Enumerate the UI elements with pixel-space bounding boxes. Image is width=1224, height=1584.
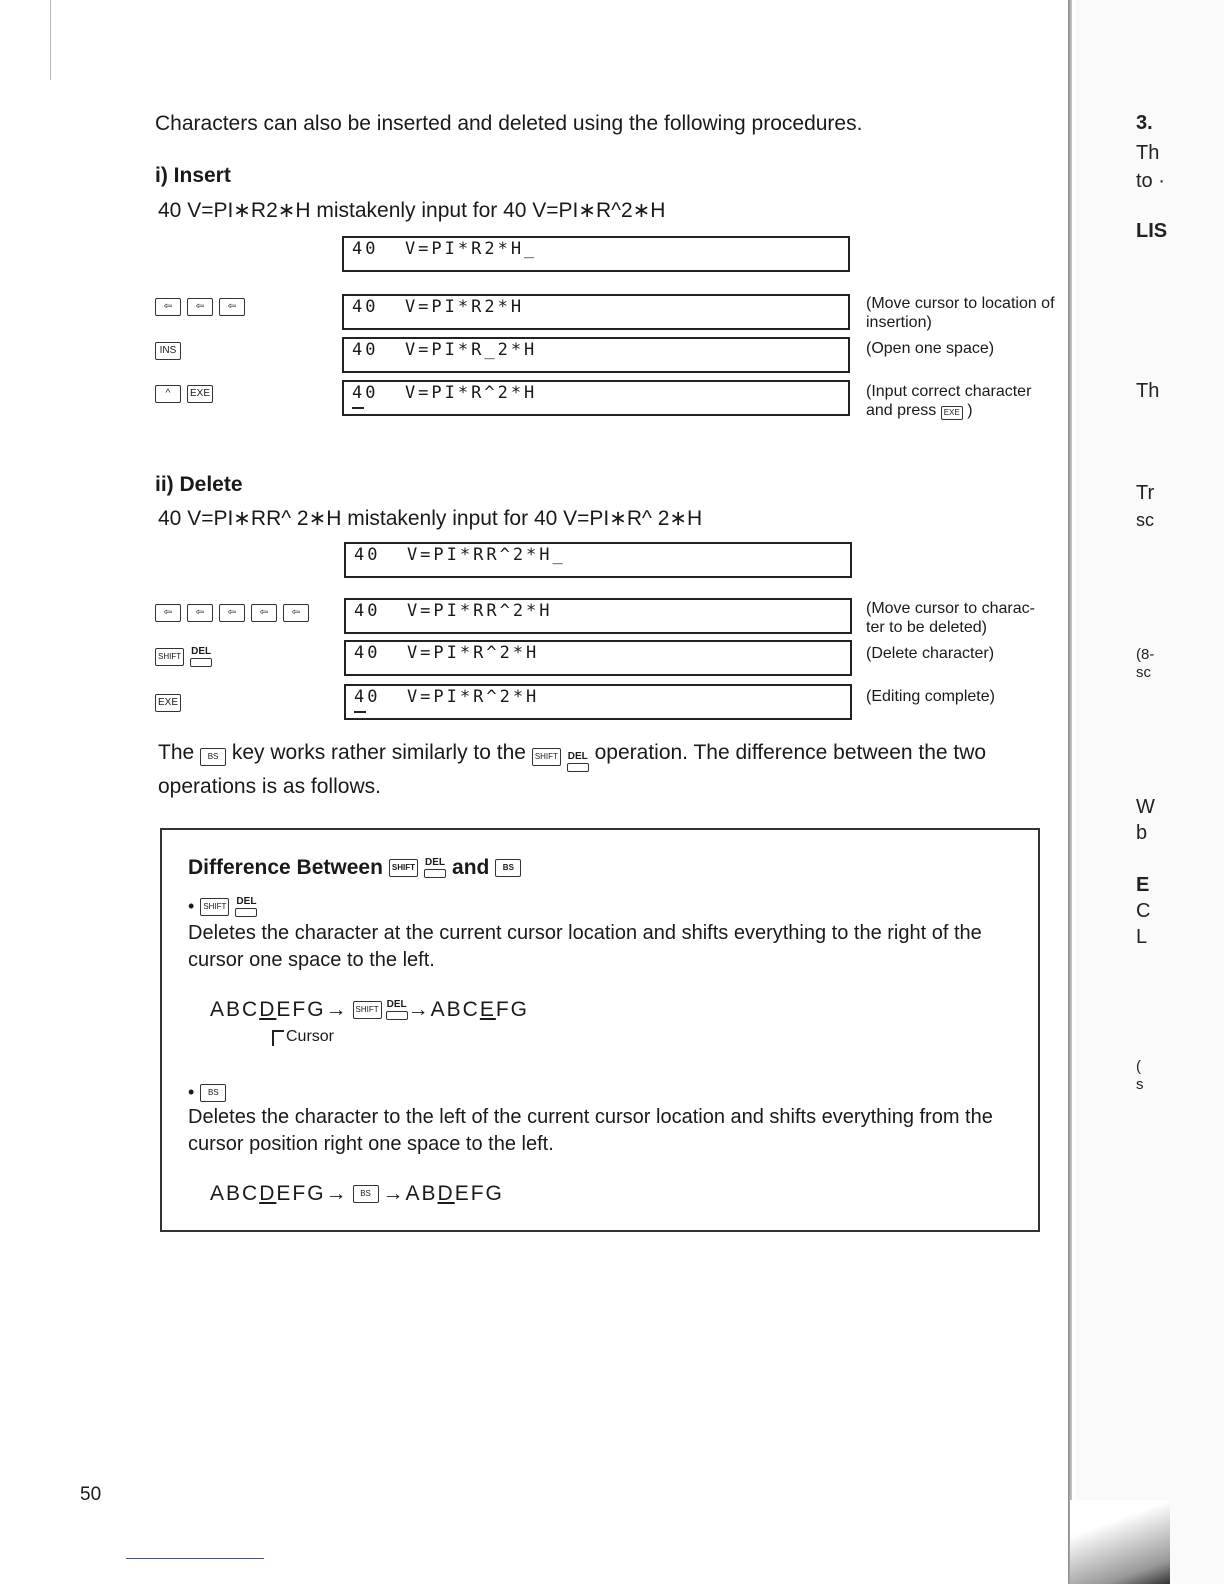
exe-key-icon: EXE bbox=[155, 694, 181, 712]
adjacent-text: to · bbox=[1136, 170, 1165, 192]
del-key-icon: DEL bbox=[190, 647, 212, 667]
adjacent-text: b bbox=[1136, 822, 1148, 844]
del-key-icon: DEL bbox=[567, 752, 589, 772]
lcd-screen-delete-3: 40 V=PI*R^2*H bbox=[344, 640, 852, 676]
shift-key-icon: SHIFT bbox=[532, 748, 561, 766]
adjacent-text: ( bbox=[1136, 1058, 1141, 1075]
lcd-screen-insert-2: 40 V=PI*R2*H bbox=[342, 294, 850, 330]
shift-del-description: Deletes the character at the current cursor location and shifts everything to the right of the cursor one space to the left. bbox=[188, 922, 982, 971]
bullet-bs: • BS bbox=[188, 1082, 226, 1103]
intro-text: Characters can also be inserted and deleted using the following procedures. bbox=[155, 112, 863, 135]
ins-key-icon: INS bbox=[155, 342, 181, 360]
delete-keys-exe bbox=[155, 694, 181, 712]
shift-key-icon: SHIFT bbox=[155, 648, 184, 666]
bs-comparison-paragraph: The BS key works rather similarly to the SHIFT DEL operation. The difference between the two operations is as follows. bbox=[158, 741, 987, 798]
bs-example: ABC D EFG→ BS →AB D EFG bbox=[210, 1182, 504, 1205]
shift-del-example: ABC D EFG→ SHIFT DEL →ABC E FG bbox=[210, 998, 530, 1021]
delete-note-3: (Editing complete) bbox=[866, 688, 995, 705]
adjacent-text: (8- bbox=[1136, 646, 1155, 663]
adjacent-text: sc bbox=[1136, 510, 1154, 530]
caret-key-icon: ^ bbox=[155, 385, 181, 403]
insert-keys-left bbox=[155, 298, 245, 316]
adjacent-text: sc bbox=[1136, 664, 1151, 681]
lcd-cursor bbox=[352, 407, 364, 409]
delete-keys-shift-del bbox=[155, 647, 212, 667]
difference-box bbox=[160, 828, 1040, 1232]
page-corner-shadow bbox=[1070, 1500, 1170, 1584]
lcd-screen-delete-2: 40 V=PI*RR^2*H bbox=[344, 598, 852, 634]
adjacent-text: Tr bbox=[1136, 482, 1155, 504]
shift-key-icon: SHIFT bbox=[353, 1001, 382, 1019]
cursor-label: Cursor bbox=[272, 1028, 334, 1046]
left-arrow-key-icon: ⇦ bbox=[187, 298, 213, 316]
left-arrow-key-icon: ⇦ bbox=[283, 604, 309, 622]
left-arrow-key-icon: ⇦ bbox=[219, 298, 245, 316]
difference-heading: Difference Between SHIFT DEL and BS bbox=[188, 856, 521, 880]
insert-keys-caret-exe bbox=[155, 385, 213, 403]
insert-note-2: (Open one space) bbox=[866, 340, 995, 357]
del-key-icon: DEL bbox=[424, 858, 446, 878]
bullet-shift-del: • SHIFT DEL bbox=[188, 895, 257, 916]
shift-key-icon: SHIFT bbox=[200, 898, 229, 916]
left-arrow-key-icon: ⇦ bbox=[251, 604, 277, 622]
adjacent-text: Th bbox=[1136, 380, 1160, 402]
insert-note-3-close: ) bbox=[967, 402, 973, 419]
adjacent-text: s bbox=[1136, 1076, 1144, 1093]
left-arrow-key-icon: ⇦ bbox=[187, 604, 213, 622]
lcd-screen-insert-3: 40 V=PI*R_2*H bbox=[342, 337, 850, 373]
delete-keys-left bbox=[155, 604, 309, 622]
adjacent-text: Th bbox=[1136, 142, 1160, 164]
exe-key-icon: EXE bbox=[941, 406, 963, 420]
del-key-icon: DEL bbox=[235, 897, 257, 917]
delete-note-2: (Delete character) bbox=[866, 645, 995, 662]
lcd-screen-delete-4: 40 V=PI*R^2*H bbox=[344, 684, 852, 720]
lcd-screen-insert-4: 40 V=PI*R^2*H bbox=[342, 380, 850, 416]
page-gutter bbox=[1068, 0, 1072, 1584]
delete-example-line: 40 V=PI∗RR^ 2∗H mistakenly input for 40 V=PI∗R^ 2∗H bbox=[158, 507, 703, 530]
exe-key-icon: EXE bbox=[187, 385, 213, 403]
lcd-cursor bbox=[354, 711, 366, 713]
insert-note-3 bbox=[866, 382, 1056, 420]
insert-example-line: 40 V=PI∗R2∗H mistakenly input for 40 V=PI∗R^2∗H bbox=[158, 199, 666, 222]
bottom-rule bbox=[126, 1558, 264, 1559]
left-arrow-key-icon: ⇦ bbox=[155, 604, 181, 622]
lcd-screen-delete-1: 40 V=PI*RR^2*H_ bbox=[344, 542, 852, 578]
adjacent-text: E bbox=[1136, 874, 1150, 896]
bs-key-icon: BS bbox=[353, 1185, 379, 1203]
adjacent-text: 3. bbox=[1136, 112, 1153, 134]
adjacent-text: LIS bbox=[1136, 220, 1168, 242]
bs-description: Deletes the character to the left of the current cursor location and shifts everything from the cursor position right one space to the left. bbox=[188, 1106, 993, 1155]
del-key-icon: DEL bbox=[386, 1000, 408, 1020]
shift-key-icon: SHIFT bbox=[389, 859, 418, 877]
insert-heading: i) Insert bbox=[155, 164, 231, 187]
left-arrow-key-icon: ⇦ bbox=[219, 604, 245, 622]
delete-heading: ii) Delete bbox=[155, 473, 243, 496]
adjacent-text: W bbox=[1136, 796, 1155, 818]
bs-key-icon: BS bbox=[200, 748, 226, 766]
bs-key-icon: BS bbox=[200, 1084, 226, 1102]
left-arrow-key-icon: ⇦ bbox=[155, 298, 181, 316]
adjacent-text: L bbox=[1136, 926, 1148, 948]
insert-note-1: (Move cursor to location of insertion) bbox=[866, 295, 1055, 331]
bs-key-icon: BS bbox=[495, 859, 521, 877]
insert-keys-ins bbox=[155, 342, 181, 360]
page-number: 50 bbox=[80, 1484, 102, 1505]
delete-note-1: (Move cursor to charac-ter to be deleted) bbox=[866, 600, 1035, 636]
adjacent-text: C bbox=[1136, 900, 1151, 922]
lcd-screen-insert-1: 40 V=PI*R2*H_ bbox=[342, 236, 850, 272]
insert-note-3-text: (Input correct character and press bbox=[866, 383, 1032, 419]
left-margin-rule bbox=[50, 0, 51, 80]
